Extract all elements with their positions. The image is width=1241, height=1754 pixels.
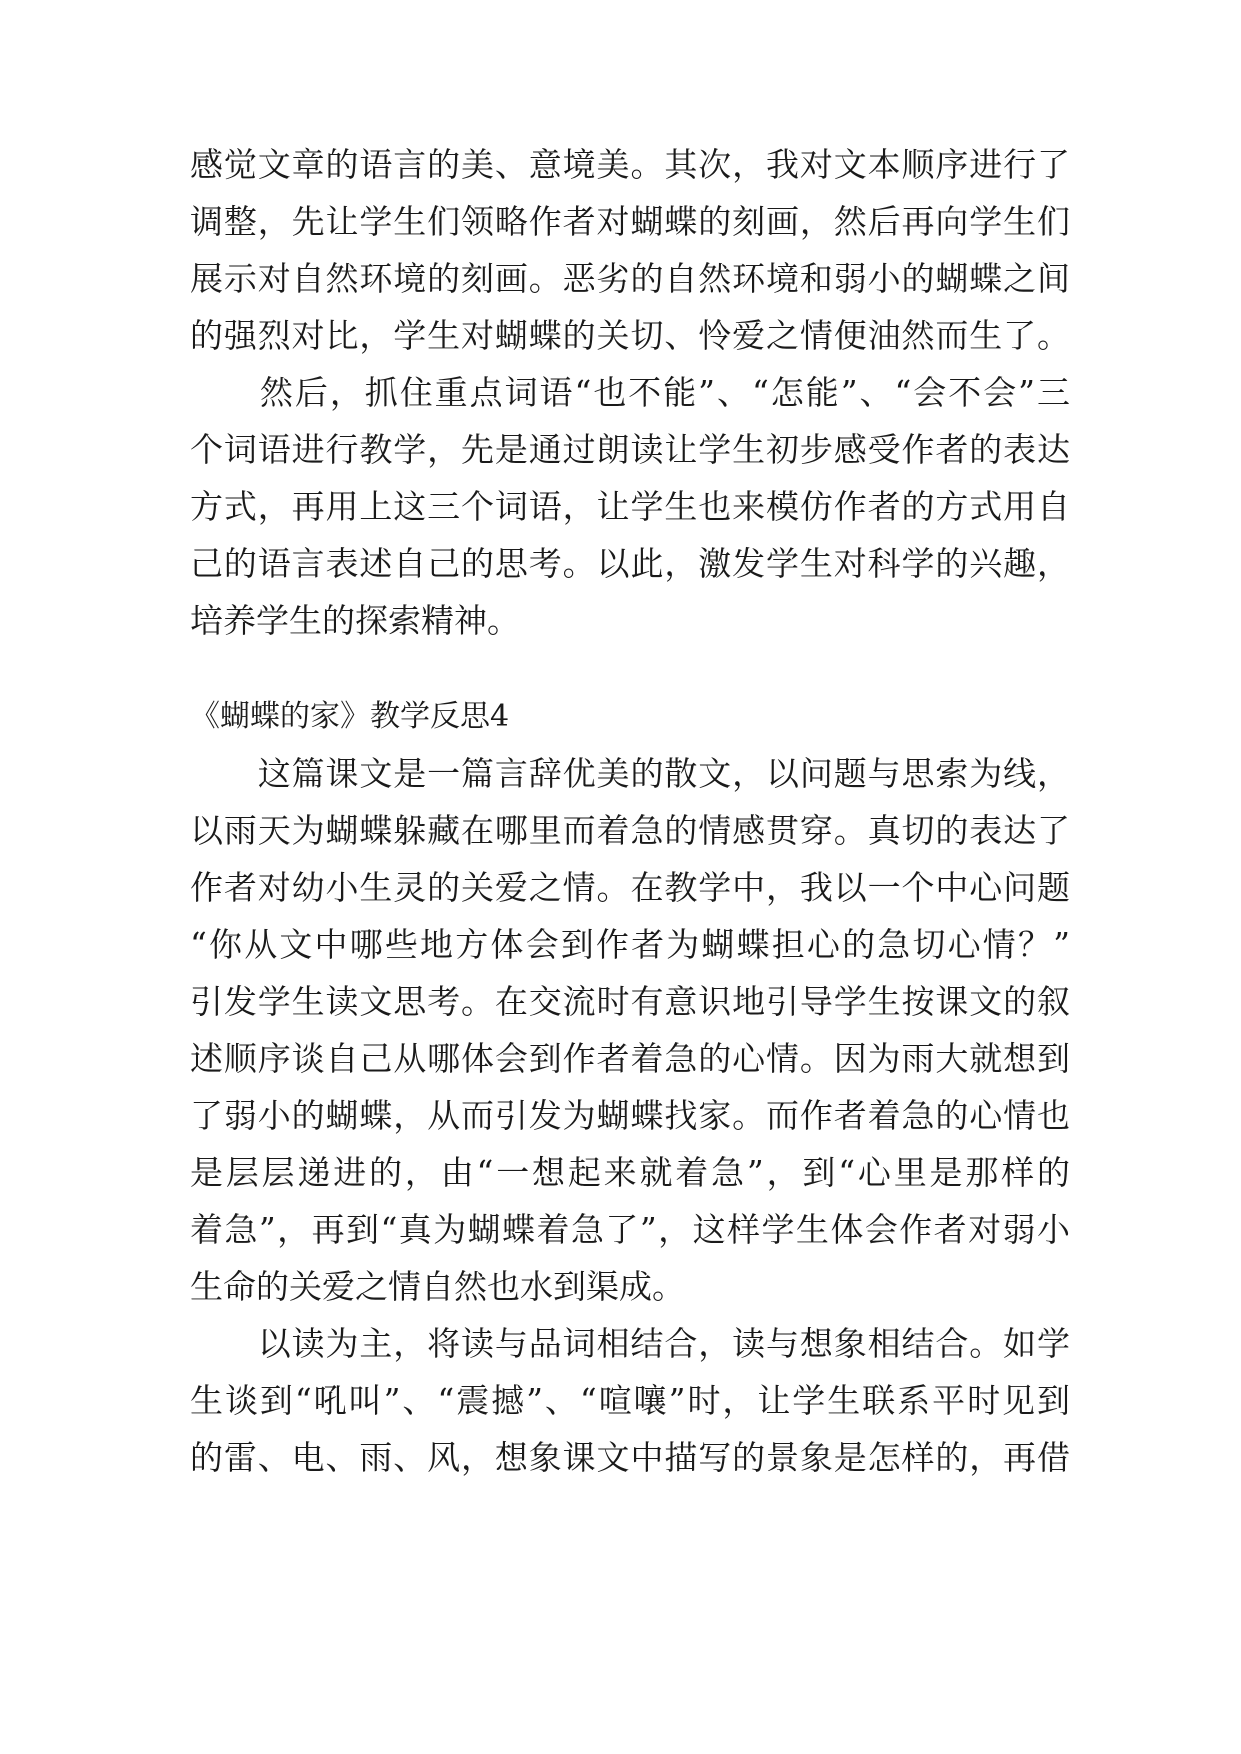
paragraph-line: 的雷、电、雨、风，想象课文中描写的景象是怎样的，再借	[190, 1438, 1070, 1477]
paragraph-line: 生命的关爱之情自然也水到渠成。	[190, 1267, 685, 1306]
paragraph-line: 个词语进行教学，先是通过朗读让学生初步感受作者的表达	[190, 430, 1070, 469]
paragraph-line: 述顺序谈自己从哪体会到作者着急的心情。因为雨大就想到	[190, 1039, 1070, 1078]
paragraph-line: 然后，抓住重点词语“也不能”、“怎能”、“会不会”三	[190, 373, 1070, 412]
paragraph-line: 引发学生读文思考。在交流时有意识地引导学生按课文的叙	[190, 982, 1070, 1021]
section-title: 《蝴蝶的家》教学反思4	[190, 699, 510, 734]
paragraph-line: 是层层递进的，由“一想起来就着急”，到“心里是那样的	[190, 1153, 1070, 1192]
paragraph-line: 感觉文章的语言的美、意境美。其次，我对文本顺序进行了	[190, 145, 1070, 184]
paragraph-line: 培养学生的探索精神。	[190, 601, 520, 640]
paragraph-line: 调整，先让学生们领略作者对蝴蝶的刻画，然后再向学生们	[190, 202, 1070, 241]
paragraph-line: “你从文中哪些地方体会到作者为蝴蝶担心的急切心情？”	[190, 925, 1070, 964]
paragraph-line: 以雨天为蝴蝶躲藏在哪里而着急的情感贯穿。真切的表达了	[190, 811, 1070, 850]
paragraph-line: 的强烈对比，学生对蝴蝶的关切、怜爱之情便油然而生了。	[190, 316, 1070, 355]
paragraph-line: 了弱小的蝴蝶，从而引发为蝴蝶找家。而作者着急的心情也	[190, 1096, 1070, 1135]
paragraph-line: 方式，再用上这三个词语，让学生也来模仿作者的方式用自	[190, 487, 1070, 526]
paragraph-line: 己的语言表述自己的思考。以此，激发学生对科学的兴趣，	[190, 544, 1070, 583]
paragraph-line: 生谈到“吼叫”、“震撼”、“喧嚷”时，让学生联系平时见到	[190, 1381, 1070, 1420]
paragraph-line: 作者对幼小生灵的关爱之情。在教学中，我以一个中心问题	[190, 868, 1070, 907]
paragraph-line: 展示对自然环境的刻画。恶劣的自然环境和弱小的蝴蝶之间	[190, 259, 1070, 298]
paragraph-line: 以读为主，将读与品词相结合，读与想象相结合。如学	[190, 1324, 1070, 1363]
paragraph-line: 着急”，再到“真为蝴蝶着急了”，这样学生体会作者对弱小	[190, 1210, 1070, 1249]
paragraph-line: 这篇课文是一篇言辞优美的散文，以问题与思索为线，	[190, 754, 1070, 793]
